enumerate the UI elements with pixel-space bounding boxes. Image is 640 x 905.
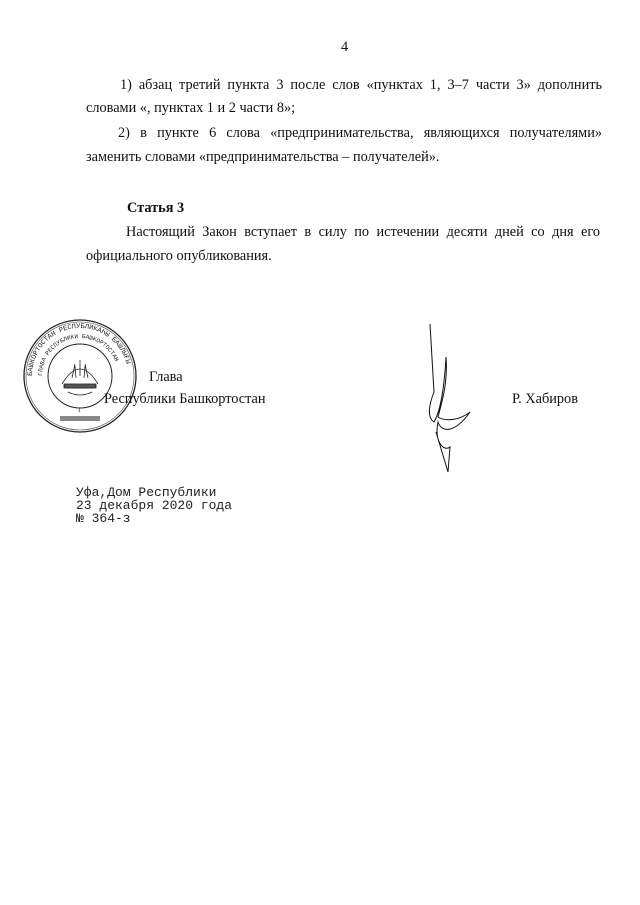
item-1-line-1: 1) абзац третий пункта 3 после слов «пунктах 1, 3–7 части 3» дополнить [120, 77, 602, 93]
signatory-title-line-2: Республики Башкортостан [104, 391, 266, 407]
seal-inner-text: ГЛАВА РЕСПУБЛИКИ БАШКОРТОСТАН [36, 332, 120, 377]
item-2-line-1: 2) в пункте 6 слова «предпринимательства, являющихся получателями» [118, 125, 602, 141]
article-line-2: официального опубликования. [86, 248, 272, 264]
signatory-name: Р. Хабиров [512, 391, 578, 407]
article-heading: Статья 3 [127, 200, 185, 216]
stamp-number: № 364-з [76, 511, 131, 526]
handwritten-signature [420, 322, 500, 482]
coat-of-arms-emblem [62, 360, 98, 395]
item-2-line-2: заменить словами «предпринимательства – получателей». [86, 149, 440, 165]
article-line-1: Настоящий Закон вступает в силу по истечении десяти дней со дня его [126, 224, 600, 240]
seal-outer-text: БАШКОРТОСТАН РЕСПУБЛИКАҺЫ БАШЛЫҒЫ [26, 322, 132, 377]
page-number: 4 [341, 39, 349, 55]
stamp-place: Уфа,Дом Республики [76, 485, 217, 500]
seal-number: 4 [78, 409, 81, 414]
item-1-line-2: словами «, пунктах 1 и 2 части 8»; [86, 100, 296, 116]
stamp-date: 23 декабря 2020 года [76, 498, 233, 513]
signatory-title-line-1: Глава [149, 369, 183, 385]
official-seal [22, 318, 138, 434]
